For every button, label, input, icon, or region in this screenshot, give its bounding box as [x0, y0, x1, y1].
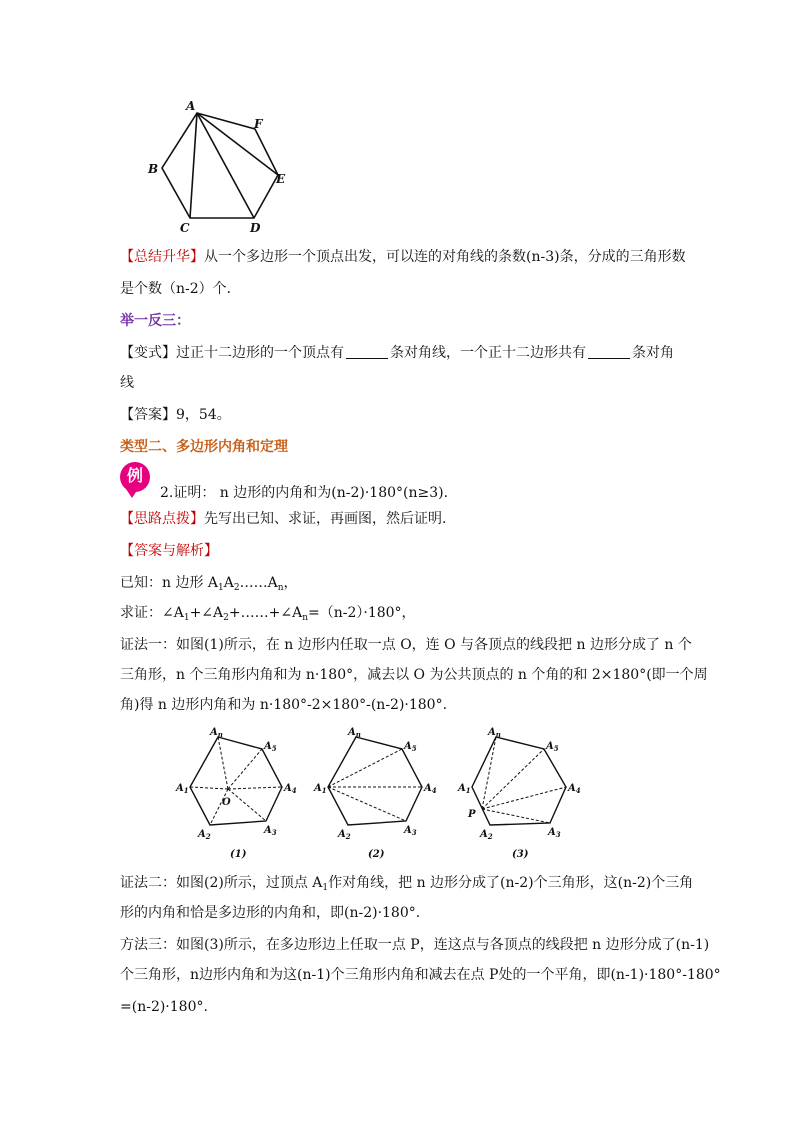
method2-sub: 1: [322, 883, 329, 893]
example-badge: 例: [120, 462, 150, 492]
example-number: 2.: [160, 485, 174, 501]
svg-text:A4: $A_4$: [284, 783, 297, 795]
summary-tag: 【总结升华】: [120, 249, 204, 265]
svg-text:A5: $A_5$: [546, 741, 559, 753]
answer-tag: 【答案】: [120, 407, 176, 423]
method1-line-1: 证法一：如图(1)所示，在 n 边形内任取一点 O，连 O 与各顶点的线段把 n 边形分成了 n 个: [120, 637, 692, 653]
diagonal-ae: [197, 113, 278, 175]
summary-line-2: 是个数（n-2）个．: [120, 281, 241, 297]
figure-caption-1: (1): [230, 849, 247, 860]
proof-figures: [170, 725, 600, 865]
vertex-label-c: C: [180, 221, 190, 235]
given-line: [120, 573, 298, 593]
variant-part2: 条对角线，一个正十二边形共有: [390, 345, 586, 361]
method1-line-3: 角)得 n 边形内角和为 n·180°-2×180°-(n-2)·180°.: [120, 697, 448, 713]
method2-text-b: 作对角线，把 n 边形分成了(n-2)个三角形，这(n-2)个三角: [328, 875, 694, 891]
method2-line-1: [120, 873, 693, 893]
prove-end: =（n-2）·180°，: [308, 605, 416, 621]
prove-sub-n: n: [302, 613, 308, 623]
diagonal-ad: [197, 113, 254, 218]
method3-line-2: 个三角形，n边形内角和为这(n-1)个三角形内角和减去在点 P处的一个平角，即(n-1)·180°-180°: [120, 967, 721, 983]
prove-mid-2: +……+∠A: [228, 605, 303, 621]
svg-text:A5: $A_5$: [264, 741, 277, 753]
variant-line-2: 线: [120, 375, 134, 391]
hint-line: [120, 509, 446, 529]
svg-text:A1: $A_1$: [314, 783, 327, 795]
svg-text:A2: $A_2$: [198, 829, 211, 841]
svg-text:A4: $A_4$: [568, 783, 581, 795]
given-dots: ……A: [239, 575, 278, 591]
prove-mid-1: +∠A: [189, 605, 224, 621]
svg-text:A3: $A_3$: [548, 827, 561, 839]
answer-text: 9，54。: [176, 407, 231, 423]
answer-blank-1[interactable]: [346, 344, 388, 359]
figure-caption-3: (3): [512, 849, 529, 860]
variant-line-1: [120, 343, 674, 363]
hint-text: 先写出已知、求证，再画图，然后证明.: [204, 511, 447, 527]
diagonal-ac: [190, 113, 197, 218]
svg-text:A3: $A_3$: [404, 825, 417, 837]
vertex-label-d: D: [250, 221, 261, 235]
svg-text:A4: $A_4$: [424, 783, 437, 795]
hexagon-figure: [140, 98, 300, 238]
figure-caption-2: (2): [368, 849, 385, 860]
method1-line-2: 三角形，n 个三角形内角和为 n·180°，减去以 O 为公共顶点的 n 个角的和 2×180°(即一个周: [120, 667, 708, 683]
vertex-label-a: A: [186, 99, 196, 113]
prove-sub-1: 1: [183, 613, 190, 623]
svg-text:A5: $A_5$: [404, 741, 417, 753]
vertex-label-e: E: [276, 172, 286, 186]
svg-text:A2: $A_2$: [480, 829, 493, 841]
prove-prefix: 求证：∠A: [120, 605, 184, 621]
svg-text:An: $A_n$: [348, 727, 361, 739]
variant-part3: 条对角: [632, 345, 674, 361]
prove-sub-2: 2: [223, 613, 229, 623]
svg-text:A2: $A_2$: [338, 829, 351, 841]
example-text: 证明： n 边形的内角和为(n-2)·180°(n≥3).: [173, 485, 449, 501]
method2-text-a: 证法二：如图(2)所示，过顶点 A: [120, 875, 323, 891]
method3-line-3: =(n-2)·180°.: [120, 999, 208, 1015]
type2-heading: 类型二、多边形内角和定理: [120, 439, 288, 455]
svg-text:An: $A_n$: [488, 727, 501, 739]
variant-tag: 【变式】: [120, 345, 176, 361]
given-end: ，: [283, 575, 298, 591]
variant-part1: 过正十二边形的一个顶点有: [176, 345, 344, 361]
given-a2: A: [223, 575, 234, 591]
given-sub-2: 2: [233, 583, 240, 593]
svg-text:An: $A_n$: [210, 727, 223, 739]
answer-blank-2[interactable]: [588, 344, 630, 359]
vertex-label-b: B: [148, 162, 159, 176]
prove-line: [120, 603, 416, 623]
example-question: [160, 483, 448, 503]
summary-line-1: [120, 247, 686, 267]
answer-line: [120, 405, 231, 425]
given-sub-1: 1: [218, 583, 224, 593]
method3-line-1: 方法三：如图(3)所示，在多边形边上任取一点 P，连这点与各顶点的线段把 n 边形分成了(n-1): [120, 937, 710, 953]
svg-text:P: P: [468, 809, 476, 820]
svg-text:A1: $A_1$: [458, 783, 471, 795]
given-prefix: 已知：n 边形 A: [120, 575, 219, 591]
extension-heading: 举一反三：: [120, 313, 190, 329]
svg-text:O: O: [222, 797, 231, 808]
method2-line-2: 形的内角和恰是多边形的内角和，即(n-2)·180°.: [120, 905, 421, 921]
summary-text: 从一个多边形一个顶点出发，可以连的对角线的条数(n-3)条，分成的三角形数: [204, 249, 686, 265]
vertex-label-f: F: [254, 117, 263, 131]
hint-tag: 【思路点拨】: [120, 511, 204, 527]
analysis-tag: 【答案与解析】: [120, 543, 218, 559]
given-sub-n: n: [277, 583, 284, 593]
svg-text:A3: $A_3$: [264, 825, 277, 837]
svg-text:A1: $A_1$: [176, 783, 189, 795]
